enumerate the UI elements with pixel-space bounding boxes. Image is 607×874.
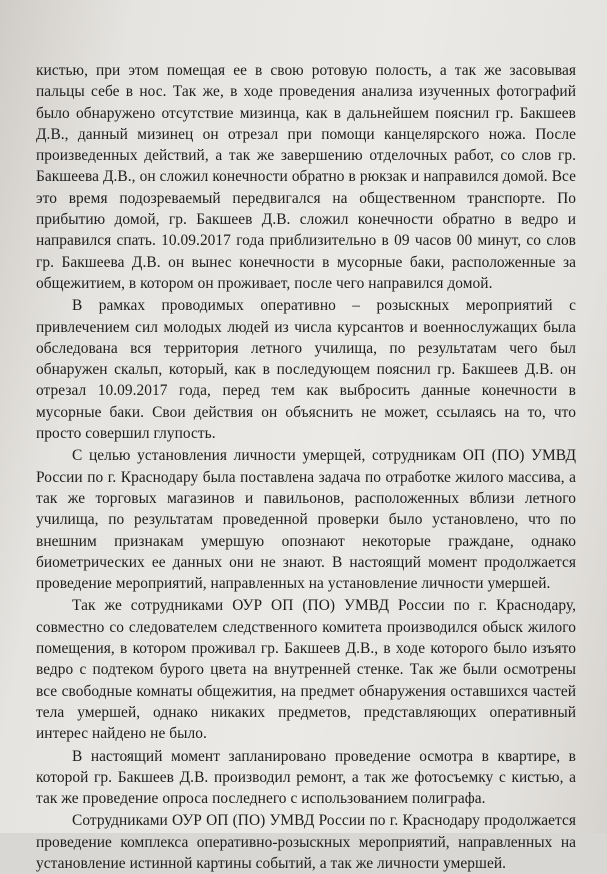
paragraph-1: кистью, при этом помещая ее в свою ротовую полость, а так же засовывая пальцы себе в нос. Так же, в ходе проведения анализа изученных фотографий было обнаружено отсутствие мизинца, как в дальнейшем пояснил гр. Бакшеев Д.В., данный мизинец он отрезал при помощи канцелярского ножа. После произведенных действий, а так же завершению отделочных работ, со слов гр. Бакшеева Д.В., он сложил конечности обратно в рюкзак и направился домой. Все это время подозреваемый передвигался на общественном транспорте. По прибытию домой, гр. Бакшеев Д.В. сложил конечности обратно в ведро и направился спать. 10.09.2017 года приблизительно в 09 часов 00 минут, со слов гр. Бакшеева Д.В. он вынес конечности в мусорные баки, расположенные за общежитием, в котором он проживает, после чего направился домой.	[36, 62, 576, 292]
document-body	[36, 60, 576, 874]
paragraph-5: В настоящий момент запланировано проведение осмотра в квартире, в которой гр. Бакшеев Д.В. производил ремонт, а так же фотосъемку с кистью, а так же проведение опроса последнего с использованием полиграфа.	[36, 747, 576, 808]
paragraph-6: Сотрудниками ОУР ОП (ПО) УМВД России по г. Краснодару продолжается проведение комплекса оперативно-розыскных мероприятий, направленных на установление истинной картины событий, а так же личности умершей.	[36, 812, 576, 872]
paragraph-2: В рамках проводимых оперативно – розыскных мероприятий с привлечением сил молодых людей из числа курсантов и военнослужащих была обследована вся территория летного училища, по результатам чего был обнаружен скальп, который, как в последующем пояснил гр. Бакшеев Д.В. он отрезал 10.09.2017 года, перед тем как выбросить данные конечности в мусорные баки. Свои действия он объяснить не может, ссылаясь на то, что просто совершил глупость.	[36, 297, 576, 443]
paragraph-3: С целью установления личности умерщей, сотрудникам ОП (ПО) УМВД России по г. Краснодару была поставлена задача по отработке жилого массива, а так же торговых магазинов и павильонов, расположенных вблизи летного училища, по результатам проведенной проверки было установлено, что по внешним признакам умершую опознают некоторые граждане, однако биометрических ее данных они не знают. В настоящий момент продолжается проведение мероприятий, направленных на установление личности умершей.	[36, 447, 576, 593]
paragraph-4: Так же сотрудниками ОУР ОП (ПО) УМВД России по г. Краснодару, совместно со следователем следственного комитета производился обыск жилого помещения, в котором проживал гр. Бакшеев Д.В., в ходе которого было изъято ведро с подтеком бурого цвета на внутренней стенке. Так же были осмотрены все свободные комнаты общежития, на предмет обнаружения оставшихся частей тела умершей, однако никаких предметов, представляющих оперативный интерес найдено не было.	[36, 597, 576, 743]
